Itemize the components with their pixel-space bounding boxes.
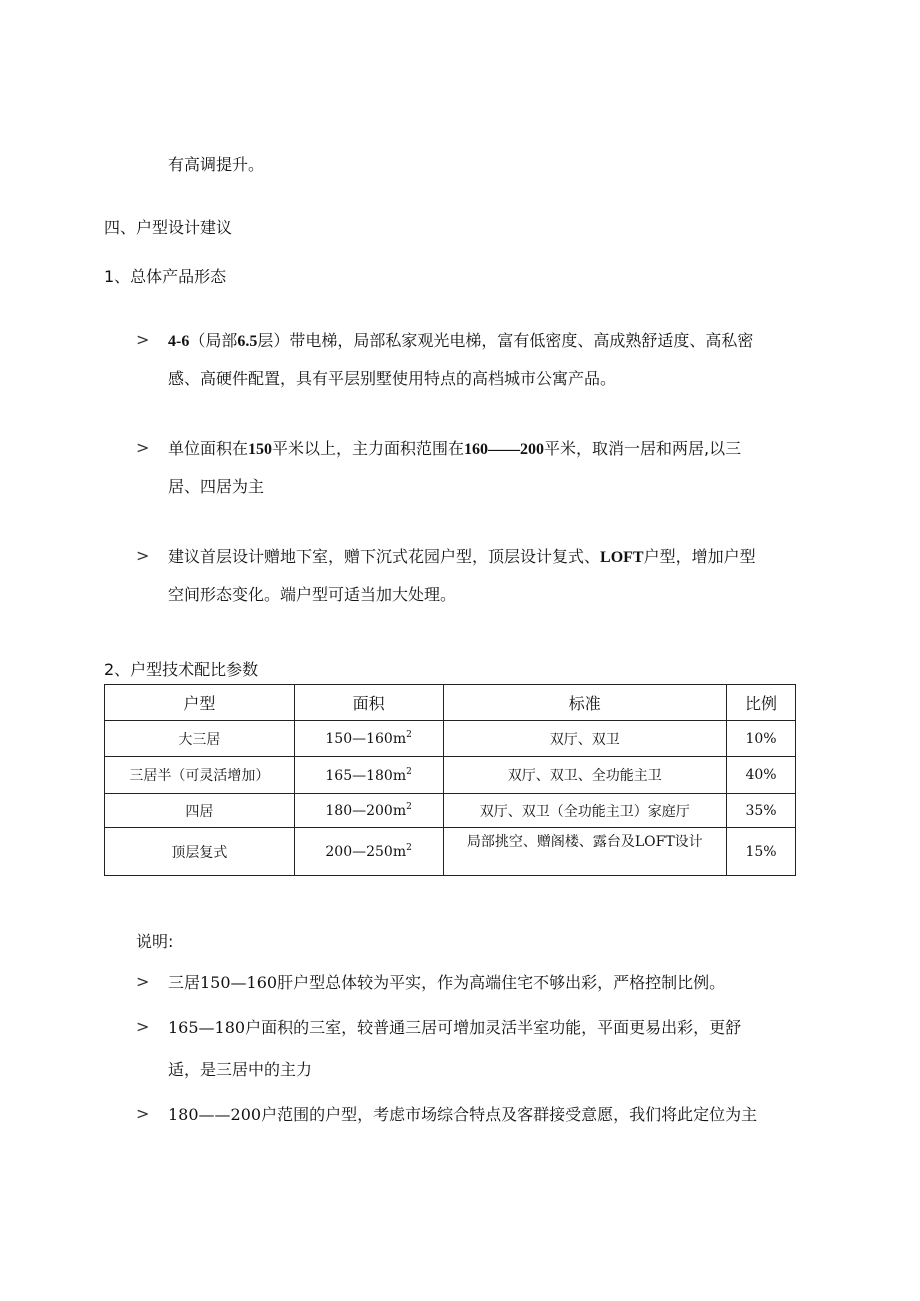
note-item-3: 180——200户范围的户型，考虑市场综合特点及客群接受意愿，我们将此定位为主 bbox=[168, 1105, 758, 1124]
header-unit-type: 户型 bbox=[105, 685, 295, 721]
bullet3-line1 bbox=[168, 546, 756, 569]
bullet1-line1 bbox=[168, 330, 753, 353]
cell-unit-type: 顶层复式 bbox=[105, 828, 295, 876]
continuation-text: 有高调提升。 bbox=[168, 155, 265, 174]
bullet1-part1: （局部 bbox=[189, 331, 238, 350]
cell-area bbox=[294, 757, 443, 794]
note-item-2-line1: 165—180户面积的三室，较普通三居可增加灵活半室功能，平面更易出彩，更舒 bbox=[168, 1018, 742, 1037]
cell-ratio: 15% bbox=[727, 828, 796, 876]
unit-ratio-table bbox=[104, 684, 796, 876]
cell-standard: 双厅、双卫 bbox=[443, 721, 727, 757]
cell-ratio: 10% bbox=[727, 721, 796, 757]
cell-unit-type: 大三居 bbox=[105, 721, 295, 757]
chevron-right-icon: > bbox=[136, 1017, 150, 1036]
cell-unit-type: 四居 bbox=[105, 794, 295, 828]
cell-standard: 局部挑空、赠阁楼、露台及LOFT设计 bbox=[443, 828, 727, 876]
cell-ratio: 40% bbox=[727, 757, 796, 794]
bullet3-part1: 建议首层设计赠地下室，赠下沉式花园户型，顶层设计复式、 bbox=[168, 547, 601, 566]
cell-area bbox=[294, 794, 443, 828]
note-item-1: 三居150—160肝户型总体较为平实，作为高端住宅不够出彩，严格控制比例。 bbox=[168, 973, 726, 992]
bullet2-num1: 150 bbox=[248, 441, 273, 458]
notes-title: 说明: bbox=[136, 932, 174, 951]
subsection-heading-1: 1、总体产品形态 bbox=[104, 267, 227, 286]
note-item-2-line2: 适，是三居中的主力 bbox=[168, 1060, 313, 1079]
bullet2-part3: 平米，取消一居和两居,以三 bbox=[544, 439, 742, 458]
bullet2-line1 bbox=[168, 438, 741, 461]
area-value: 180—200m bbox=[325, 803, 407, 819]
bullet3-loft: LOFT bbox=[600, 549, 644, 566]
area-unit-sup: 2 bbox=[406, 766, 412, 777]
area-value: 200—250m bbox=[325, 844, 407, 860]
table-row bbox=[105, 828, 796, 876]
bullet3-line2: 空间形态变化。端户型可适当加大处理。 bbox=[168, 585, 457, 604]
chevron-right-icon: > bbox=[136, 438, 150, 457]
chevron-right-icon: > bbox=[136, 330, 150, 349]
cell-area bbox=[294, 828, 443, 876]
cell-standard: 双厅、双卫（全功能主卫）家庭厅 bbox=[443, 794, 727, 828]
bullet2-part1: 单位面积在 bbox=[168, 439, 249, 458]
area-unit-sup: 2 bbox=[406, 730, 412, 740]
area-unit-sup: 2 bbox=[406, 843, 412, 853]
table-row bbox=[105, 721, 796, 757]
table-row bbox=[105, 757, 796, 794]
bullet2-num2: 160——200 bbox=[464, 441, 545, 458]
chevron-right-icon: > bbox=[136, 546, 150, 565]
bullet2-line2: 居、四居为主 bbox=[168, 477, 265, 496]
cell-unit-type: 三居半（可灵活增加） bbox=[105, 757, 295, 794]
bullet1-line2: 感、高硬件配置，具有平层别墅使用特点的高档城市公寓产品。 bbox=[168, 369, 617, 388]
header-standard: 标准 bbox=[443, 685, 727, 721]
bullet1-part2: 层）带电梯，局部私家观光电梯，富有低密度、高成熟舒适度、高私密 bbox=[257, 331, 754, 350]
table-row bbox=[105, 794, 796, 828]
header-ratio: 比例 bbox=[727, 685, 796, 721]
table-header-row bbox=[105, 685, 796, 721]
chevron-right-icon: > bbox=[136, 1104, 150, 1123]
bullet1-num: 6.5 bbox=[237, 333, 258, 350]
area-unit-sup: 2 bbox=[406, 802, 412, 812]
cell-ratio: 35% bbox=[727, 794, 796, 828]
bullet3-part2: 户型，增加户型 bbox=[643, 547, 756, 566]
cell-standard: 双厅、双卫、全功能主卫 bbox=[443, 757, 727, 794]
area-value: 150—160m bbox=[325, 731, 407, 747]
section-heading: 四、户型设计建议 bbox=[104, 218, 233, 237]
subsection-heading-2: 2、户型技术配比参数 bbox=[104, 660, 259, 679]
bullet2-part2: 平米以上，主力面积范围在 bbox=[272, 439, 465, 458]
header-area: 面积 bbox=[294, 685, 443, 721]
chevron-right-icon: > bbox=[136, 972, 150, 991]
cell-area bbox=[294, 721, 443, 757]
area-value: 165—180m bbox=[325, 767, 407, 784]
bullet1-lead: 4-6 bbox=[168, 333, 190, 350]
